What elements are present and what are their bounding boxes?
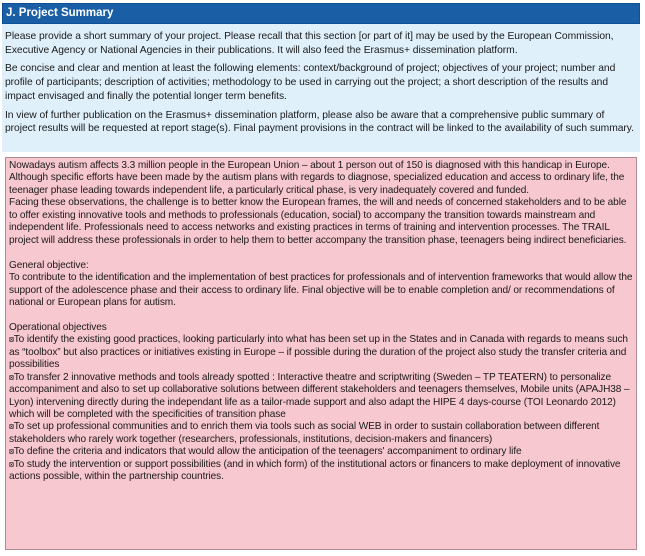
objective-text: To study the intervention or support possibilities (and in which form) of the institutional actors or financers to make deployment of innovative actions possible, within the partnership countries. [9, 458, 621, 483]
context-paragraph: Nowadays autism affects 3.3 million people in the European Union – about 1 person out of 150 is diagnosed with this handicap in Europe. Although specific efforts have been made by the autism plans with regards to diagnose, specialized education and access to ordinary life, the teenager phase leading towards independent life, a particularly critical phase, is very inadequately covered and funded. [9, 160, 625, 196]
project-summary-section [2, 3, 640, 553]
instruction-paragraph: Be concise and clear and mention at least the following elements: context/background of project; objectives of your project; number and profile of participants; description of activities; methodology to be used in carrying out the project; a short description of the results and impact envisaged and finally the potential longer term benefits. [5, 63, 616, 102]
section-title: J. Project Summary [6, 7, 114, 19]
general-objective-heading: General objective: [9, 259, 89, 271]
context-paragraph: Facing these observations, the challenge is to better know the European frames, the will and needs of concerned stakeholders and to be able to offer existing innovative tools and methods to professionals (education, social) to accompany the transition towards mainstream and independent life. Professionals need to access networks and existing practices in terms of training and intervention processes. The TRAIL project will address these professionals in order to help them to better accompany the transition phase, teenagers being indirect beneficiaries. [9, 197, 627, 246]
summary-text-field[interactable] [5, 157, 637, 550]
blank-line [9, 247, 633, 259]
section-header [2, 3, 640, 24]
objective-item [9, 459, 633, 484]
checkbox-glyph-icon: ⊠ [9, 447, 14, 457]
checkbox-glyph-icon: ⊠ [9, 335, 14, 345]
general-objective-text: To contribute to the identification and the implementation of best practices for professionals and of intervention frameworks that would allow the support of the adolescence phase and their access to ordinary life. Final objective will be to enable completion and/ or recommendations of national or European plans for autism. [9, 272, 633, 308]
objective-item [9, 372, 633, 422]
checkbox-glyph-icon: ⊠ [9, 459, 14, 469]
instruction-paragraph: Please provide a short summary of your project. Please recall that this section [or part of it] may be used by the European Commission, Executive Agency or National Agencies in their publications. It will also feed the Erasmus+ dissemination platform. [5, 31, 614, 56]
objective-text: To transfer 2 innovative methods and tools already spotted : Interactive theatre and scriptwriting (Sweden – TP TEATERN) to personalize accompaniment and also to set up collaborative solutions between different stakeholders and teenagers themselves, Mobile units (APAJH38 – Lyon) intervening directly during the independant life as a tailor-made support and also adapt the HIPE 4 days-course (TOI Leonardo 2012) which will be completed with the specificities of transition phase [9, 371, 630, 421]
objective-item [9, 421, 633, 446]
operational-objectives-heading: Operational objectives [9, 321, 107, 333]
checkbox-glyph-icon: ⊠ [9, 372, 14, 382]
objective-text: To set up professional communities and to enrich them via tools such as social WEB in order to sustain collaboration between different stakeholders who rarely work together (researchers, professionals, institutions, decision-makers and financers) [9, 421, 600, 445]
checkbox-glyph-icon: ⊠ [9, 422, 14, 432]
instruction-paragraph: In view of further publication on the Erasmus+ dissemination platform, please also be aware that a comprehensive public summary of project results will be requested at report stage(s). Final payment provisions in the contract will be linked to the availability of such summary. [5, 109, 634, 135]
instructions-panel [2, 24, 640, 152]
objective-item [9, 334, 633, 371]
blank-line [9, 309, 633, 321]
objective-item [9, 446, 633, 458]
objective-text: To define the criteria and indicators that would allow the anticipation of the teenagers' accompaniment to ordinary life [13, 446, 522, 458]
objective-text: To identify the existing good practices, looking particularly into what has been set up in the States and in Canada with regards to means such as “toolbox” but also practices or initiatives existing in Europe – if possible during the duration of the project also study the transfer criteria and possibilities [9, 334, 628, 371]
